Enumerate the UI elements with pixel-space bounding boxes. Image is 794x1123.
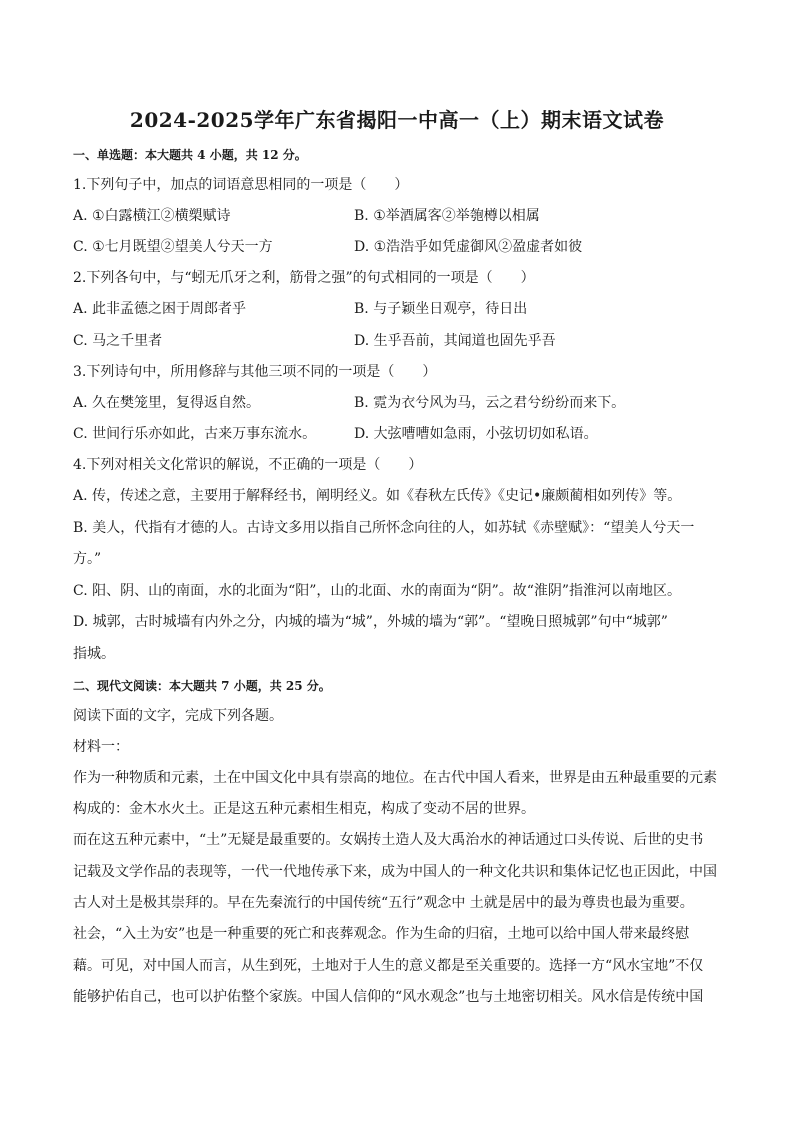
passage-line: 作为一种物质和元素，土在中国文化中具有崇高的地位。在古代中国人看来，世界是由五种最重要的元素	[73, 770, 717, 786]
section-2-heading: 二、现代文阅读：本大题共 7 小题，共 25 分。	[73, 679, 331, 693]
question-3-option-d: D. 大弦嘈嘈如急雨，小弦切切如私语。	[354, 426, 598, 442]
passage-line: 而在这五种元素中，“土”无疑是最重要的。女娲抟土造人及大禹治水的神话通过口头传说、后世的史书	[73, 832, 704, 848]
reading-instruction: 阅读下面的文字，完成下列各题。	[73, 708, 283, 724]
question-1-stem: 1.下列句子中，加点的词语意思相同的一项是（ ）	[73, 177, 409, 193]
question-3-option-c: C. 世间行乐亦如此，古来万事东流水。	[73, 426, 317, 442]
question-2-option-c: C. 马之千里者	[73, 333, 163, 349]
exam-title: 2024-2025学年广东省揭阳一中高一（上）期末语文试卷	[129, 108, 665, 132]
question-2-option-a: A. 此非孟德之困于周郎者乎	[73, 301, 247, 317]
question-4-option-c: C. 阳、阴、山的南面，水的北面为“阳”，山的北面、水的南面为“阴”。故“淮阴”指淮河以南地区。	[73, 583, 682, 599]
question-4-option-a: A. 传，传述之意，主要用于解释经书，阐明经义。如《春秋左氏传》《史记•廉颇蔺相如列传》等。	[73, 488, 682, 504]
question-3-stem: 3.下列诗句中，所用修辞与其他三项不同的一项是（ ）	[73, 364, 437, 380]
question-2-option-b: B. 与子颖坐日观亭，待日出	[354, 301, 528, 317]
question-4-option-b: B. 美人，代指有才德的人。古诗文多用以指自己所怀念向往的人，如苏轼《赤壁赋》：“望美人兮天一	[73, 520, 695, 536]
material-1-label: 材料一：	[73, 739, 129, 755]
passage-line: 构成的：金木水火土。正是这五种元素相生相克，构成了变动不居的世界。	[73, 801, 535, 817]
passage-line: 社会，“入土为安”也是一种重要的死亡和丧葬观念。作为生命的归宿，土地可以给中国人带来最终慰	[73, 926, 690, 942]
question-3-option-b: B. 霓为衣兮风为马，云之君兮纷纷而来下。	[354, 395, 626, 411]
passage-line: 能够护佑自己，也可以护佑整个家族。中国人信仰的“风水观念”也与土地密切相关。风水信是传统中国	[73, 989, 704, 1005]
question-4-option-b-cont: 方。”	[73, 551, 102, 567]
question-1-option-c: C. ①七月既望②望美人兮天一方	[73, 239, 273, 255]
passage-line: 记载及文学作品的表现等，一代一代地传承下来，成为中国人的一种文化共识和集体记忆也正因此，中国	[73, 864, 717, 880]
question-1-option-d: D. ①浩浩乎如凭虚御风②盈虚者如彼	[354, 239, 583, 255]
question-1-option-b: B. ①举酒属客②举匏樽以相属	[354, 208, 540, 224]
question-4-option-d-cont: 指城。	[73, 646, 115, 662]
question-2-option-d: D. 生乎吾前，其闻道也固先乎吾	[354, 333, 556, 349]
passage-line: 古人对土是极其崇拜的。早在先秦流行的中国传统“五行”观念中 土就是居中的最为尊贵也最为重要。	[73, 895, 694, 911]
question-2-stem: 2.下列各句中，与“蚓无爪牙之利，筋骨之强”的句式相同的一项是（ ）	[73, 270, 535, 286]
question-4-stem: 4.下列对相关文化常识的解说，不正确的一项是（ ）	[73, 457, 423, 473]
question-3-option-a: A. 久在樊笼里，复得返自然。	[73, 395, 261, 411]
section-1-heading: 一、单选题：本大题共 4 小题，共 12 分。	[73, 148, 307, 162]
passage-line: 藉。可见，对中国人而言，从生到死，土地对于人生的意义都是至关重要的。选择一方“风水宝地”不仅	[73, 958, 704, 974]
question-4-option-d: D. 城郭，古时城墙有内外之分，内城的墙为“城”，外城的墙为“郭”。“望晚日照城郭”句中“城郭”	[73, 614, 668, 630]
question-1-option-a: A. ①白露横江②横槊赋诗	[73, 208, 231, 224]
